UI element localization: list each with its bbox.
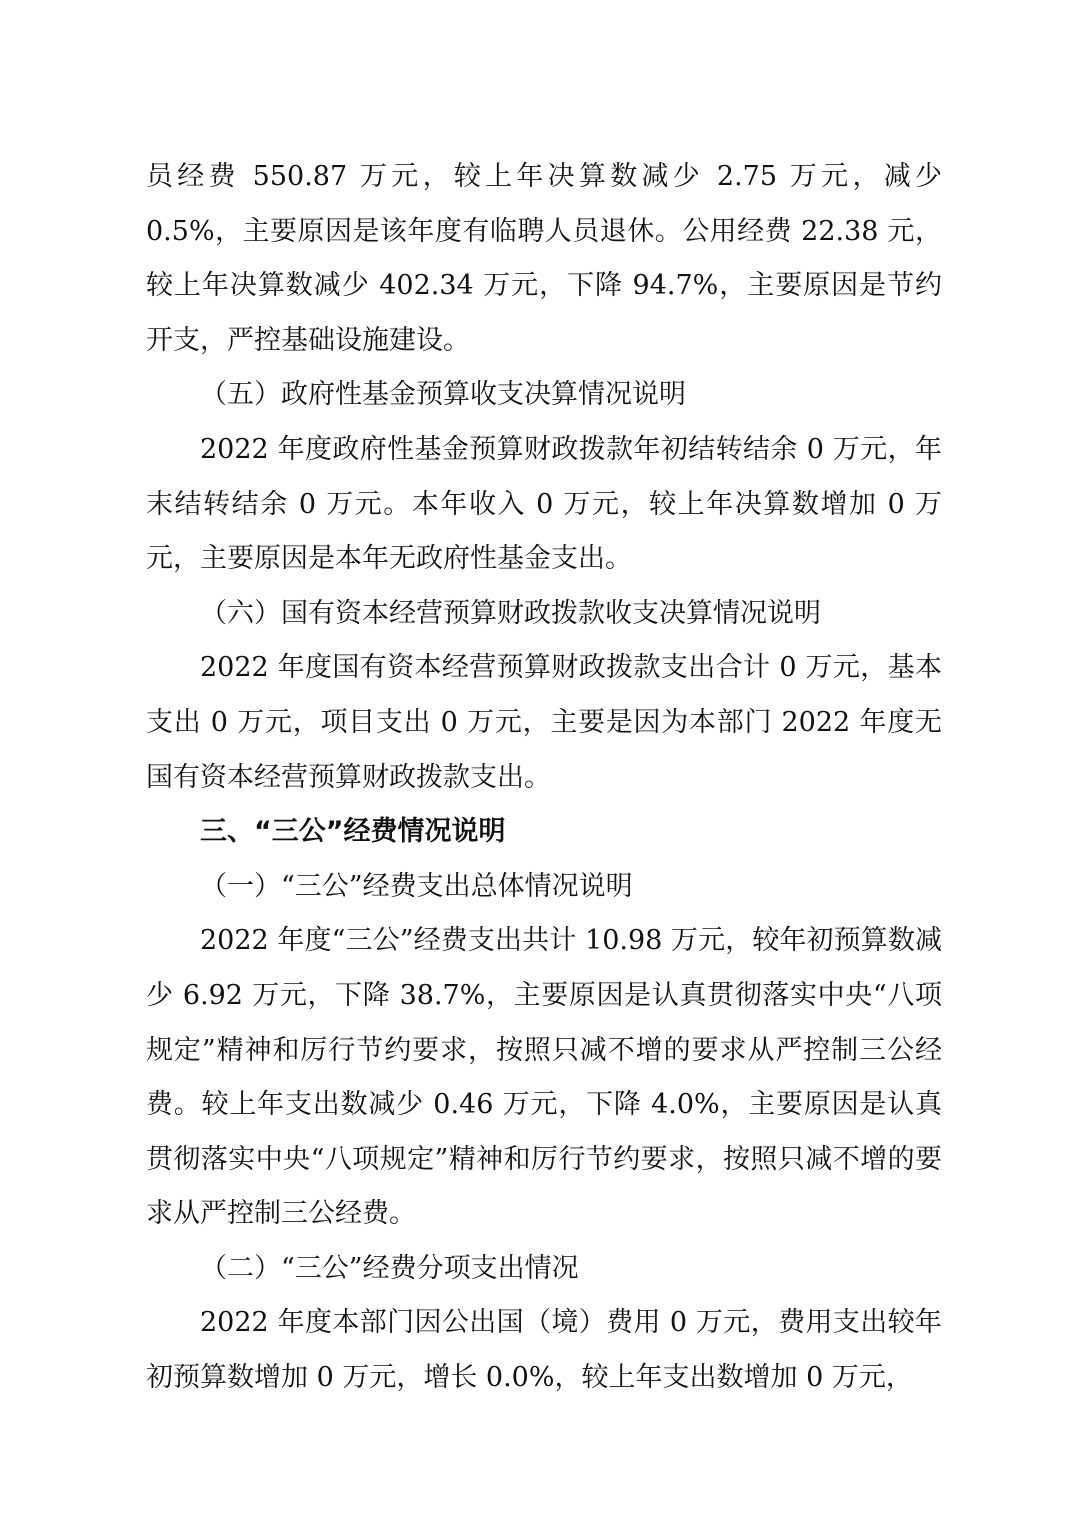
paragraph-three-public-overall: 2022 年度“三公”经费支出共计 10.98 万元，较年初预算数减少 6.92 万元，下降 38.7%，主要原因是认真贯彻落实中央“八项规定”精神和厉行节约要求，按照只减不增的要求从严控制三公经费。较上年支出数减少 0.46 万元，下降 4.0%，主要原因是认真贯彻落实中央“八项规定”精神和厉行节约要求，按照只减不增的要求从严控制三公经费。 bbox=[146, 925, 942, 1230]
heading-three-public-itemized: （二）“三公”经费分项支出情况 bbox=[200, 1252, 579, 1284]
paragraph-state-capital: 2022 年度国有资本经营预算财政拨款支出合计 0 万元，基本支出 0 万元，项目支出 0 万元，主要是因为本部门 2022 年度无国有资本经营预算财政拨款支出。 bbox=[146, 652, 942, 793]
heading-government-fund: （五）政府性基金预算收支决算情况说明 bbox=[200, 379, 686, 411]
paragraph-three-public-itemized: 2022 年度本部门因公出国（境）费用 0 万元，费用支出较年初预算数增加 0 万元，增长 0.0%，较上年支出数增加 0 万元， bbox=[146, 1307, 942, 1394]
heading-state-capital: （六）国有资本经营预算财政拨款收支决算情况说明 bbox=[200, 597, 821, 629]
heading-three-public-overall: （一）“三公”经费支出总体情况说明 bbox=[200, 870, 633, 902]
paragraph-personnel-expenses: 员经费 550.87 万元，较上年决算数减少 2.75 万元，减少 0.5%，主要原因是该年度有临聘人员退休。公用经费 22.38 元，较上年决算数减少 402.34 万元，下降 94.7%，主要原因是节约开支，严控基础设施建设。 bbox=[146, 161, 942, 356]
document-body bbox=[146, 150, 942, 1406]
paragraph-government-fund: 2022 年度政府性基金预算财政拨款年初结转结余 0 万元，年末结转结余 0 万元。本年收入 0 万元，较上年决算数增加 0 万元，主要原因是本年无政府性基金支出。 bbox=[146, 433, 942, 575]
section-heading-three-public: 三、“三公”经费情况说明 bbox=[200, 816, 506, 848]
